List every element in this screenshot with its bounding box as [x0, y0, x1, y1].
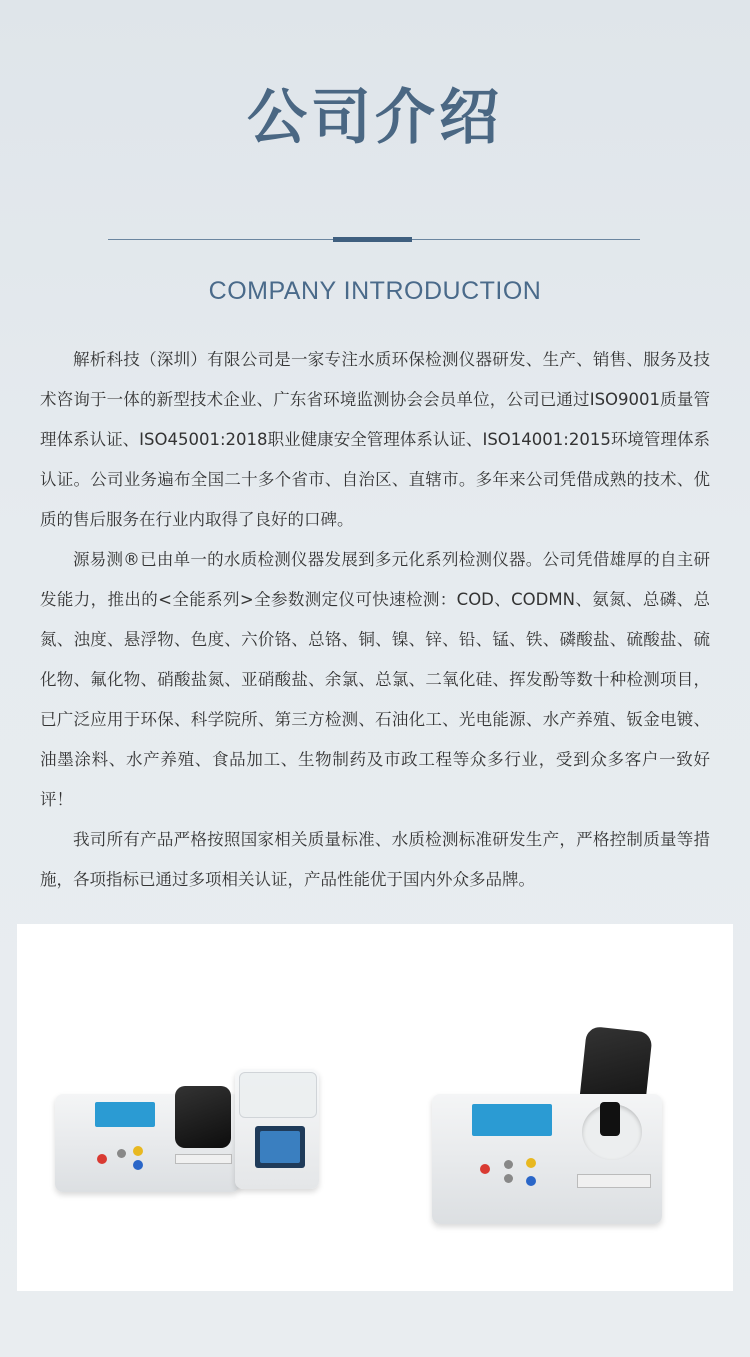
intro-text: [40, 340, 710, 900]
page-title: 公司介绍: [247, 83, 503, 153]
product-image-right: [432, 1024, 672, 1224]
page-subtitle: COMPANY INTRODUCTION: [208, 277, 542, 305]
paragraph-company: 解析科技（深圳）有限公司是一家专注水质环保检测仪器研发、生产、销售、服务及技术咨询于一体的新型技术企业、广东省环境监测协会会员单位，公司已通过ISO9001质量管理体系认证、ISO45001:2018职业健康安全管理体系认证、ISO14001:2015环境管理体系认证。公司业务遍布全国二十多个省市、自治区、直辖市。多年来公司凭借成熟的技术、优质的售后服务在行业内取得了良好的口碑。: [40, 350, 710, 529]
product-image-left: [55, 1064, 325, 1194]
paragraph-products: 源易测®已由单一的水质检测仪器发展到多元化系列检测仪器。公司凭借雄厚的自主研发能力，推出的<全能系列>全参数测定仪可快速检测：COD、CODMN、氨氮、总磷、总氮、浊度、悬浮物、色度、六价铬、总铬、铜、镍、锌、铅、锰、铁、磷酸盐、硫酸盐、硫化物、氟化物、硝酸盐氮、亚硝酸盐、余氯、总氯、二氧化硅、挥发酚等数十种检测项目，已广泛应用于环保、科学院所、第三方检测、石油化工、光电能源、水产养殖、钣金电镀、油墨涂料、水产养殖、食品加工、生物制药及市政工程等众多行业，受到众多客户一致好评！: [40, 550, 710, 809]
product-photo-panel: [17, 924, 733, 1291]
paragraph-quality: 我司所有产品严格按照国家相关质量标准、水质检测标准研发生产，严格控制质量等措施，各项指标已通过多项相关认证，产品性能优于国内外众多品牌。: [40, 830, 710, 889]
divider-accent: [333, 237, 412, 242]
